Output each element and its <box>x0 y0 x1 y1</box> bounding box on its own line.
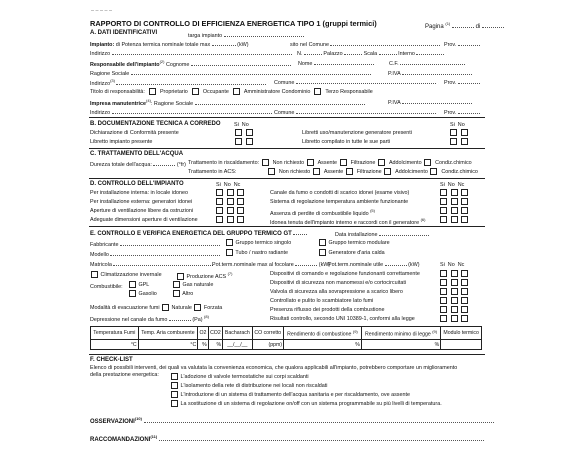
checkbox[interactable] <box>192 88 199 95</box>
d-hdr-right: Si No Nc <box>440 182 465 188</box>
header-cell: Temp. Aria comburente <box>138 327 198 340</box>
checkbox[interactable] <box>149 88 156 95</box>
b-right-1: Libretto compilato in tutte le sue parti <box>302 139 391 145</box>
b-left-1: Libretto impianto presente <box>90 139 153 145</box>
indirizzo-resp-row[interactable]: Indirizzo$^{(3)}$ <box>90 78 266 87</box>
piva-impresa-field[interactable]: P.IVA <box>388 98 472 106</box>
fuel-altro[interactable]: Altro <box>172 290 193 297</box>
d-left-cbs[interactable] <box>215 198 245 205</box>
section-f-heading: F. CHECK-LIST <box>90 357 133 363</box>
comune-field[interactable]: sito nel Comune <box>290 40 440 48</box>
d-left-cbs[interactable] <box>215 216 245 223</box>
d-left-cbs[interactable] <box>215 207 245 214</box>
d-left-0: Per installazione interna: in locale idoneo <box>90 190 188 196</box>
combustibile-label: Combustibile: <box>90 284 123 290</box>
section-b-heading: B. DOCUMENTAZIONE TECNICA A CORREDO <box>90 121 221 127</box>
indirizzo-row[interactable]: Indirizzo <box>90 49 292 57</box>
b-si-no-left: Si No <box>234 122 249 128</box>
d-left-cbs[interactable] <box>215 189 245 196</box>
aria-calda-option[interactable]: Generatore d'aria calda <box>318 249 385 256</box>
b-right-cbs[interactable] <box>449 129 469 136</box>
f-item-2[interactable]: L'introduzione di un sistema di trattamento dell'acqua sanitaria e per riscaldamento, ove assente <box>170 391 410 398</box>
d-right-cbs[interactable] <box>439 216 469 223</box>
nome-field[interactable]: Nome <box>298 59 374 67</box>
divider <box>89 178 485 179</box>
indirizzo-impresa-row[interactable]: Indirizzo <box>90 108 272 116</box>
divider <box>89 148 485 149</box>
b-si-no-right: Si No <box>450 122 465 128</box>
prov-resp-field[interactable]: Prov. <box>444 78 480 86</box>
header-cell: CO2 <box>208 327 222 340</box>
e-hdr: Si No Nc <box>440 262 465 268</box>
e-check-2: Valvola di sicurezza alla sovrapressione a scarico libero <box>270 289 403 295</box>
e-check-3: Controllato e pulito lo scambiatore lato fumi <box>270 298 374 304</box>
raccomandazioni-field[interactable]: RACCOMANDAZIONI$^{(11)}$ <box>90 433 484 444</box>
comune-impresa-field[interactable]: Comune <box>274 108 436 116</box>
checkbox[interactable] <box>314 88 321 95</box>
d-left-2: Aperture di ventilazione libere da ostruzioni <box>90 208 194 214</box>
gruppo-singolo-option[interactable]: Gruppo termico singolo <box>225 239 291 246</box>
modello-field[interactable]: Modello <box>90 250 220 258</box>
fuel-gas[interactable]: Gas naturale <box>172 281 213 288</box>
titolo-responsabilita[interactable]: Titolo di responsabilità: Proprietario Occupante Amministratore Condominio Terzo Responsabile <box>90 88 373 95</box>
trattamento-acs[interactable]: Trattamento in ACS: Non richiesto Assente Filtrazione Addolcimento Condiz.chimico <box>188 168 478 175</box>
header-cell: Rendimento minimo di legge $^{(9)}$ <box>361 327 440 340</box>
gruppo-modulare-option[interactable]: Gruppo termico modulare <box>318 239 390 246</box>
b-left-cbs[interactable] <box>234 138 254 145</box>
value-cell[interactable]: (ppm) <box>252 340 284 350</box>
value-cell[interactable]: °C <box>91 340 139 350</box>
table-value-row[interactable] <box>91 340 482 350</box>
divider <box>89 226 485 227</box>
header-cell: CO corretto <box>252 327 284 340</box>
f-item-3[interactable]: La sostituzione di un sistema di regolazione on/off con un sistema programmabile su più livelli di temperatura. <box>170 400 442 407</box>
form-title: RAPPORTO DI CONTROLLO DI EFFICIENZA ENERGETICA TIPO 1 (gruppi termici) <box>90 19 377 28</box>
b-right-0: Libretti uso/manutenzione generatore presenti <box>302 130 412 136</box>
d-right-cbs[interactable] <box>439 198 469 205</box>
comune-resp-field[interactable]: Comune <box>274 78 436 86</box>
table-header-row <box>91 327 482 340</box>
header-cell: Rendimento di combustione $^{(9)}$ <box>284 327 362 340</box>
b-right-cbs[interactable] <box>449 138 469 145</box>
e-check-4: Presenza riflusso dei prodotti della combustione <box>270 307 385 313</box>
trattamento-risc[interactable]: Trattamento in riscaldamento: Non richiesto Assente Filtrazione Addolcimento Condiz.chimico <box>188 159 472 166</box>
evacuazione-row[interactable]: Modalità di evacuazione fumi Naturale Forzata <box>90 304 223 311</box>
e-cbs[interactable] <box>439 315 469 322</box>
data-installazione-field[interactable]: Data installazione <box>335 230 429 238</box>
section-d-heading: D. CONTROLLO DELL'IMPIANTO <box>90 181 184 187</box>
value-cell[interactable]: % <box>361 340 440 350</box>
prov-impresa-field[interactable]: Prov. <box>444 108 480 116</box>
e-check-1: Dispositivi di sicurezza non manomessi e/o cortocircuitati <box>270 280 407 286</box>
f-item-0[interactable]: L'adozione di valvole termostatiche sui corpi scaldanti <box>170 373 309 380</box>
divider <box>89 354 485 355</box>
e-check-0: Dispositivi di comando e regolazione funzionanti correttamente <box>270 271 420 277</box>
fuel-gasolio[interactable]: Gasolio <box>128 290 157 297</box>
durezza-field[interactable]: Durezza totale dell'acqua: (°fr) <box>90 162 186 168</box>
header-cell: Bacharach <box>223 327 252 340</box>
pot-utile-field[interactable]: Pot.term.nominale utile (kW) <box>328 262 420 268</box>
e-check-5: Risultati controllo, secondo UNI 10389-1, conformi alla legge <box>270 316 415 322</box>
matricola-field[interactable]: Matricola <box>90 260 213 268</box>
e-cbs[interactable] <box>439 306 469 313</box>
impresa-row[interactable]: Impresa manutentrice$^{(4)}$: Ragione Sociale <box>90 98 365 107</box>
section-a-heading: A. DATI IDENTIFICATIVI <box>90 30 158 36</box>
targa-field[interactable]: targa impianto <box>188 31 304 39</box>
piva-field[interactable]: P.IVA <box>388 69 472 77</box>
f-item-1[interactable]: L'isolamento della rete di distribuzione nei locali non riscaldati <box>170 382 327 389</box>
e-cbs[interactable] <box>439 288 469 295</box>
b-left-cbs[interactable] <box>234 129 254 136</box>
value-cell[interactable] <box>441 340 482 350</box>
tubo-option[interactable]: Tubo / nastro radiante <box>225 249 288 256</box>
f-intro-1: Elenco di possibili interventi, dei quali va valutata la convenienza economica, che qualora applicabili all'impianto, potrebbero comportare un miglioramento <box>90 365 458 371</box>
cf-field[interactable]: C.F. <box>389 59 465 67</box>
osservazioni-field[interactable]: OSSERVAZIONI$^{(10)}$ <box>90 415 494 426</box>
depressione-field[interactable]: Depressione nel canale da fumo (Pa) $^{(8)}$ <box>90 314 209 323</box>
header-cell: Temperatura Fumi <box>91 327 139 340</box>
pot-focolare-field[interactable]: Pot.term.nominale max al focolare (kW) <box>212 262 331 268</box>
section-c-heading: C. TRATTAMENTO DELL'ACQUA <box>90 151 184 157</box>
d-right-cbs[interactable] <box>439 207 469 214</box>
divider <box>89 117 485 118</box>
value-cell[interactable]: % <box>284 340 362 350</box>
header-cell: O2 <box>198 327 208 340</box>
d-right-3: Idonea tenuta dell'impianto interno e raccordi con il generatore $^{(6)}$ <box>270 217 426 226</box>
section-e-heading: E. CONTROLLO E VERIFICA ENERGETICA DEL GRUPPO TERMICO GT <box>90 229 307 238</box>
measurement-table <box>90 326 482 350</box>
responsabile-row[interactable]: Responsabile dell'impianto$^{(2)}$ Cognome <box>90 59 291 68</box>
header-cell: Modulo termico <box>441 327 482 340</box>
value-cell[interactable]: __/__/__ <box>223 340 252 350</box>
b-left-0: Dichiarazione di Conformità presente <box>90 130 179 136</box>
value-cell[interactable]: °C <box>138 340 198 350</box>
top-dashes: – – – – – <box>91 8 112 14</box>
d-left-1: Per installazione esterna: generatori idonei <box>90 199 193 205</box>
impianto-row[interactable]: Impianto: di Potenza termica nominale totale max (kW) <box>90 42 249 48</box>
e-cbs[interactable] <box>439 270 469 277</box>
clima-option[interactable]: Climatizzazione invernale <box>90 271 162 278</box>
d-hdr-left: Si No Nc <box>216 182 241 188</box>
value-cell[interactable]: % <box>208 340 222 350</box>
prov-field[interactable]: Prov. <box>444 40 480 48</box>
e-cbs[interactable] <box>439 297 469 304</box>
fabbricante-field[interactable]: Fabbricante <box>90 240 220 248</box>
d-right-cbs[interactable] <box>439 189 469 196</box>
d-left-3: Adeguate dimensioni aperture di ventilazione <box>90 217 198 223</box>
fuel-gpl[interactable]: GPL <box>128 281 149 288</box>
value-cell[interactable]: % <box>198 340 208 350</box>
checkbox[interactable] <box>233 88 240 95</box>
page-number: Pagina $^{(1)}$ di <box>425 20 504 31</box>
d-right-1: Sistema di regolazione temperatura ambiente funzionante <box>270 199 409 205</box>
civic-row[interactable]: N. Palazzo Scala Interno <box>297 49 444 57</box>
d-right-0: Canale da fumo o condotti di scarico idonei (esame visivo) <box>270 190 410 196</box>
acs-option[interactable]: Produzione ACS $^{(7)}$ <box>176 271 232 280</box>
ragione-sociale-row[interactable]: Ragione Sociale <box>90 69 371 77</box>
e-cbs[interactable] <box>439 279 469 286</box>
f-intro-2: della prestazione energetica: <box>90 372 159 378</box>
d-right-2: Assenza di perdite di combustibile liquido $^{(5)}$ <box>270 208 375 217</box>
